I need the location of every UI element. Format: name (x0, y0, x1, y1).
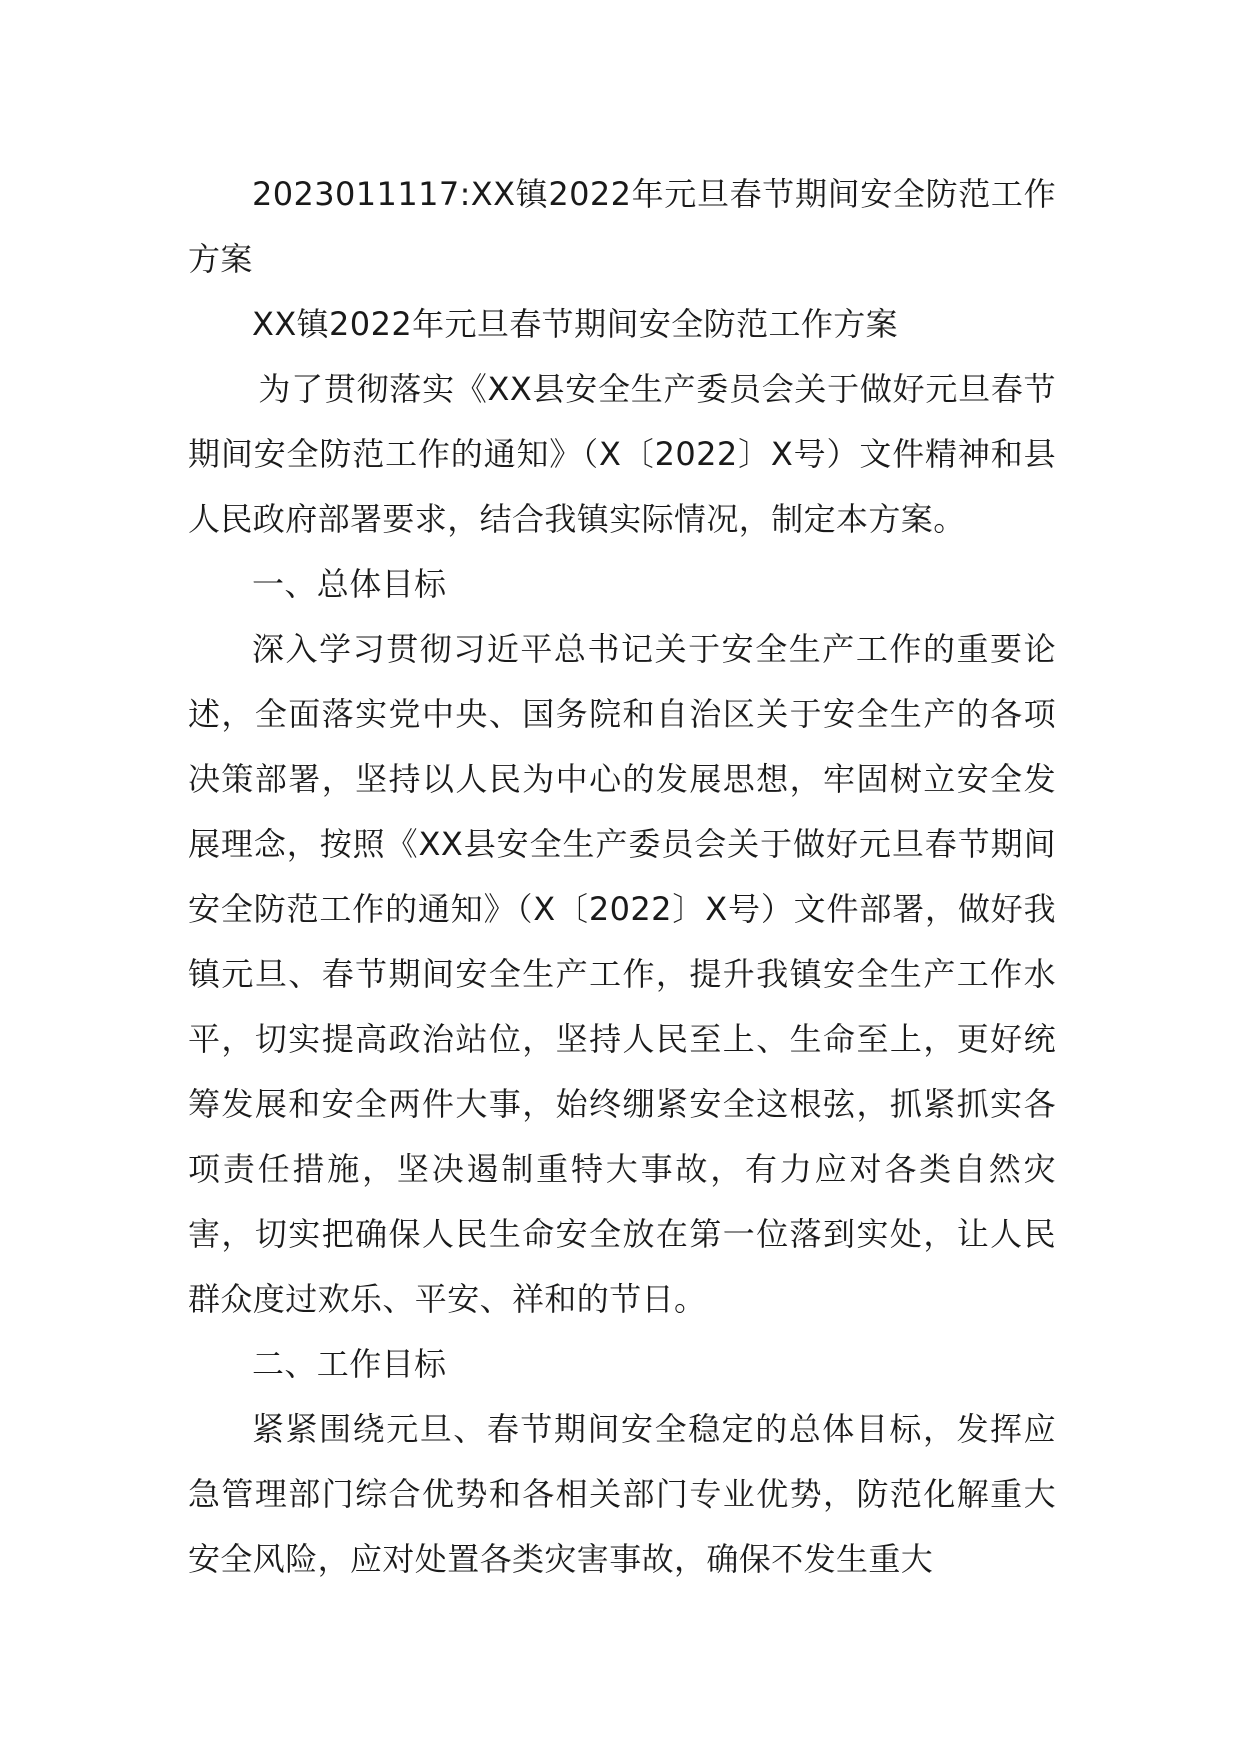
section-heading-work-goal: 二、工作目标 (252, 1345, 447, 1383)
document-title: XX镇2022年元旦春节期间安全防范工作方案 (252, 305, 899, 343)
section-body-overall-goal: 深入学习贯彻习近平总书记关于安全生产工作的重要论述，全面落实党中央、国务院和自治区关于安全生产的各项决策部署，坚持以人民为中心的发展思想，牢固树立安全发展理念，按照《XX县安全生产委员会关于做好元旦春节期间安全防范工作的通知》（X〔2022〕X号）文件部署，做好我镇元旦、春节期间安全生产工作，提升我镇安全生产工作水平，切实提高政治站位，坚持人民至上、生命至上，更好统筹发展和安全两件大事，始终绷紧安全这根弦，抓紧抓实各项责任措施，坚决遏制重特大事故，有力应对各类自然灾害，切实把确保人民生命安全放在第一位落到实处，让人民群众度过欢乐、平安、祥和的节日。 (188, 630, 1056, 1318)
document-header-line: 2023011117:XX镇2022年元旦春节期间安全防范工作方案 (188, 175, 1056, 278)
intro-paragraph: 为了贯彻落实《XX县安全生产委员会关于做好元旦春节期间安全防范工作的通知》（X〔2022〕X号）文件精神和县人民政府部署要求，结合我镇实际情况，制定本方案。 (188, 370, 1056, 538)
section-body-work-goal: 紧紧围绕元旦、春节期间安全稳定的总体目标，发挥应急管理部门综合优势和各相关部门专业优势，防范化解重大安全风险，应对处置各类灾害事故，确保不发生重大 (188, 1410, 1056, 1578)
document-body (188, 162, 1056, 1592)
section-heading-overall-goal: 一、总体目标 (252, 565, 447, 603)
